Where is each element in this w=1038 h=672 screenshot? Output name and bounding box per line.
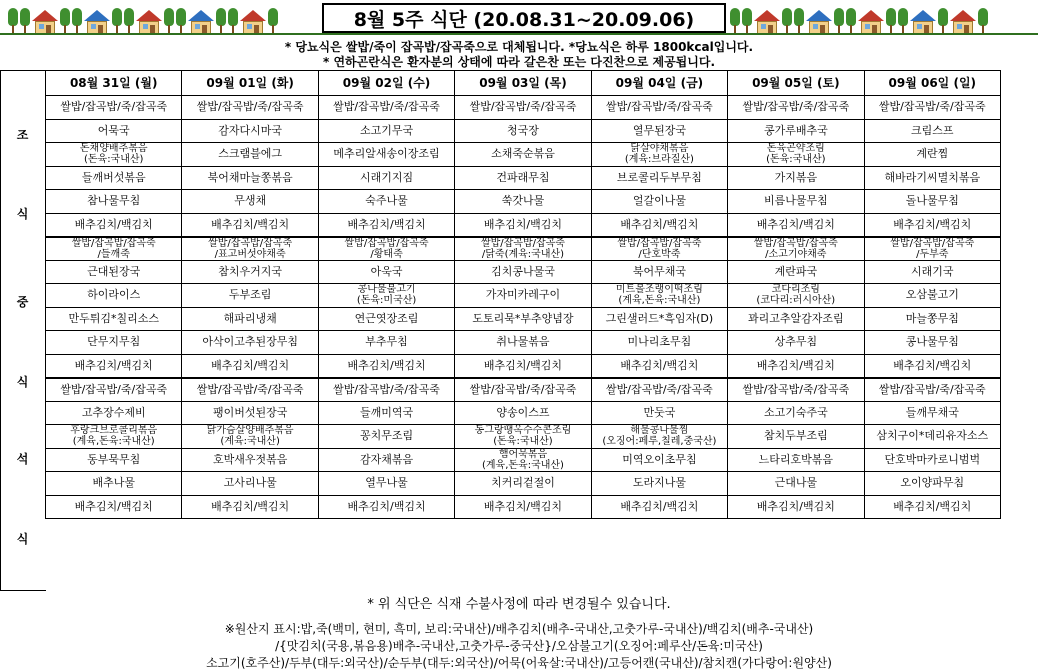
tree-icon [794, 8, 804, 34]
menu-cell: 참치우거지국 [182, 260, 318, 284]
menu-cell: 고추장수제비 [46, 401, 182, 425]
menu-cell: 배추김치/백김치 [318, 495, 454, 519]
dinner-menu-row [46, 378, 1001, 402]
menu-cell: 메추리알새송이장조림 [318, 143, 454, 167]
tree-icon [886, 8, 896, 34]
menu-cell: 배추김치/백김치 [728, 213, 864, 237]
tree-icon [164, 8, 174, 34]
menu-cell: 참치두부조림 [728, 425, 864, 449]
menu-cell: 쌀밥/잡곡밥/죽/잡곡죽 [864, 96, 1000, 120]
menu-cell: 쌀밥/잡곡밥/죽/잡곡죽 [728, 96, 864, 120]
menu-cell: 열무된장국 [591, 119, 727, 143]
menu-cell: 들깨무채국 [864, 401, 1000, 425]
tree-icon [898, 8, 908, 34]
page-title: 8월 5주 식단 (20.08.31~20.09.06) [322, 3, 726, 33]
lunch-menu-row [46, 260, 1001, 284]
menu-cell: 건파래무침 [455, 166, 591, 190]
menu-cell: 크림스프 [864, 119, 1000, 143]
menu-cell: 김치콩나물국 [455, 260, 591, 284]
menu-cell: 쌀밥/잡곡밥/죽/잡곡죽 [591, 378, 727, 402]
menu-cell: 호박새우젓볶음 [182, 448, 318, 472]
menu-cell: 동그랑땡옥수수콘조림 (돈육:국내산) [455, 425, 591, 449]
day-header: 09월 02일 (수) [318, 71, 454, 96]
menu-cell: 비름나물무침 [728, 190, 864, 214]
menu-cell: 팽이버섯된장국 [182, 401, 318, 425]
tree-icon [742, 8, 752, 34]
tree-icon [216, 8, 226, 34]
menu-cell: 상추무침 [728, 331, 864, 355]
menu-cell: 스크램블에그 [182, 143, 318, 167]
dinner-menu-row [46, 425, 1001, 449]
menu-cell: 북어채마늘쫑볶음 [182, 166, 318, 190]
menu-cell: 시래기지짐 [318, 166, 454, 190]
menu-cell: 쌀밥/잡곡밥/죽/잡곡죽 [728, 378, 864, 402]
menu-cell: 쌀밥/잡곡밥/죽/잡곡죽 [182, 96, 318, 120]
origin-line-2: /{맛김치(국용,볶음용)배추-국내산,고춧가루-중국산}/오삼불고기(오징어:페루산/돈육:미국산) [275, 639, 763, 653]
lunch-menu-row [46, 354, 1001, 378]
menu-cell: 쑥갓나물 [455, 190, 591, 214]
menu-cell: 미나리초무침 [591, 331, 727, 355]
menu-cell: 만둣국 [591, 401, 727, 425]
menu-cell: 감자다시마국 [182, 119, 318, 143]
tree-icon [176, 8, 186, 34]
tree-icon [228, 8, 238, 34]
house-icon [858, 10, 884, 34]
meal-label-column [0, 70, 46, 591]
breakfast-menu-row [46, 213, 1001, 237]
menu-cell: 아삭이고추된장무침 [182, 331, 318, 355]
menu-cell: 단호박마카로니범벅 [864, 448, 1000, 472]
house-icon [950, 10, 976, 34]
tree-icon [938, 8, 948, 34]
menu-cell: 해바라기씨멸치볶음 [864, 166, 1000, 190]
breakfast-label-top: 조 [16, 128, 29, 142]
menu-cell: 참나물무침 [46, 190, 182, 214]
tree-icon [268, 8, 278, 34]
menu-cell: 배추김치/백김치 [591, 213, 727, 237]
house-icon [84, 10, 110, 34]
menu-body [46, 96, 1001, 519]
menu-cell: 소채죽순볶음 [455, 143, 591, 167]
menu-cell: 배추김치/백김치 [182, 213, 318, 237]
menu-cell: 그린샐러드*흑임자(D) [591, 307, 727, 331]
menu-cell: 소고기무국 [318, 119, 454, 143]
menu-cell: 감자채볶음 [318, 448, 454, 472]
menu-cell: 쌀밥/잡곡밥/잡곡죽 /닭죽(계육:국내산) [455, 237, 591, 261]
menu-cell: 배추김치/백김치 [864, 354, 1000, 378]
menu-cell: 도토리묵*부추양념장 [455, 307, 591, 331]
menu-cell: 들깨미역국 [318, 401, 454, 425]
menu-cell: 햄어묵볶음 (계육,돈육:국내산) [455, 448, 591, 472]
tree-icon [72, 8, 82, 34]
menu-cell: 두부조림 [182, 284, 318, 308]
menu-cell: 배추김치/백김치 [318, 213, 454, 237]
menu-cell: 쌀밥/잡곡밥/죽/잡곡죽 [46, 378, 182, 402]
menu-cell: 쌀밥/잡곡밥/잡곡죽 /단호박죽 [591, 237, 727, 261]
menu-cell: 근대된장국 [46, 260, 182, 284]
menu-cell: 동부묵무침 [46, 448, 182, 472]
tree-icon [124, 8, 134, 34]
tree-icon [8, 8, 18, 34]
breakfast-menu-row [46, 96, 1001, 120]
menu-cell: 오이양파무침 [864, 472, 1000, 496]
menu-cell: 코다리조림 (코다리:러시아산) [728, 284, 864, 308]
lunch-menu-row [46, 237, 1001, 261]
header-banner [0, 0, 1038, 38]
house-icon [910, 10, 936, 34]
menu-cell: 쌀밥/잡곡밥/죽/잡곡죽 [182, 378, 318, 402]
menu-cell: 도라지나물 [591, 472, 727, 496]
house-icon [32, 10, 58, 34]
day-header: 09월 03일 (목) [455, 71, 591, 96]
menu-cell: 배추김치/백김치 [182, 354, 318, 378]
day-header-row [46, 71, 1001, 96]
menu-cell: 닭살야채볶음 (계육:브라질산) [591, 143, 727, 167]
lunch-menu-row [46, 307, 1001, 331]
diabetic-notice: * 당뇨식은 쌀밥/죽이 잡곡밥/잡곡죽으로 대체됩니다. *당뇨식은 하루 1800kcal입니다. [284, 40, 754, 54]
menu-cell: 무생채 [182, 190, 318, 214]
menu-cell: 미역오이초무침 [591, 448, 727, 472]
day-header: 09월 05일 (토) [728, 71, 864, 96]
menu-cell: 배추김치/백김치 [591, 354, 727, 378]
origin-line-3: 소고기(호주산)/두부(대두:외국산)/순두부(대두:외국산)/어묵(어육살:국내산)/고등어캔(국내산)/참치캔(가다랑어:원양산) [206, 656, 832, 670]
menu-cell: 가지볶음 [728, 166, 864, 190]
menu-cell: 해물콩나물찜 (오징어:페루,칠레,중국산) [591, 425, 727, 449]
menu-cell: 배추김치/백김치 [46, 354, 182, 378]
origin-line-1: ※원산지 표시:밥,죽(백미, 현미, 흑미, 보리:국내산)/배추김치(배추-국내산,고춧가루-국내산)/백김치(배추-국내산) [224, 622, 814, 636]
menu-cell: 얼갈이나물 [591, 190, 727, 214]
menu-cell: 쌀밥/잡곡밥/잡곡죽 /소고기야채죽 [728, 237, 864, 261]
dinner-label-bottom: 식 [16, 532, 29, 546]
house-icon [754, 10, 780, 34]
day-header: 09월 01일 (화) [182, 71, 318, 96]
menu-cell: 꽈리고추알감자조림 [728, 307, 864, 331]
menu-cell: 계란파국 [728, 260, 864, 284]
menu-cell: 치커리겉절이 [455, 472, 591, 496]
house-icon [240, 10, 266, 34]
dinner-menu-row [46, 495, 1001, 519]
menu-cell: 아욱국 [318, 260, 454, 284]
tree-icon [730, 8, 740, 34]
menu-cell: 어묵국 [46, 119, 182, 143]
breakfast-menu-row [46, 190, 1001, 214]
menu-cell: 만두튀김*칠리소스 [46, 307, 182, 331]
menu-cell: 돈육곤약조림 (돈육:국내산) [728, 143, 864, 167]
menu-cell: 미트볼조랭이떡조림 (계육,돈육:국내산) [591, 284, 727, 308]
menu-cell: 배추김치/백김치 [864, 213, 1000, 237]
menu-cell: 돈채양배추볶음 (돈육:국내산) [46, 143, 182, 167]
menu-cell: 오삼불고기 [864, 284, 1000, 308]
breakfast-menu-row [46, 119, 1001, 143]
village-decoration-right [730, 4, 1030, 34]
house-icon [188, 10, 214, 34]
breakfast-menu-row [46, 166, 1001, 190]
menu-cell: 배추김치/백김치 [728, 354, 864, 378]
tree-icon [782, 8, 792, 34]
menu-cell: 배추김치/백김치 [455, 213, 591, 237]
ground-line [0, 33, 1038, 35]
house-icon [806, 10, 832, 34]
menu-cell: 콩나물불고기 (돈육:미국산) [318, 284, 454, 308]
menu-cell: 배추나물 [46, 472, 182, 496]
menu-cell: 브로콜리두부무침 [591, 166, 727, 190]
menu-cell: 콩가루배추국 [728, 119, 864, 143]
tree-icon [60, 8, 70, 34]
tree-icon [846, 8, 856, 34]
dinner-menu-row [46, 448, 1001, 472]
menu-cell: 쌀밥/잡곡밥/죽/잡곡죽 [455, 96, 591, 120]
menu-cell: 취나물볶음 [455, 331, 591, 355]
menu-cell: 해파리냉채 [182, 307, 318, 331]
menu-cell: 고사리나물 [182, 472, 318, 496]
day-header: 09월 04일 (금) [591, 71, 727, 96]
day-header: 08월 31일 (월) [46, 71, 182, 96]
menu-cell: 느타리호박볶음 [728, 448, 864, 472]
menu-cell: 배추김치/백김치 [728, 495, 864, 519]
tree-icon [112, 8, 122, 34]
menu-cell: 배추김치/백김치 [46, 495, 182, 519]
menu-cell: 쌀밥/잡곡밥/죽/잡곡죽 [864, 378, 1000, 402]
menu-cell: 소고기숙주국 [728, 401, 864, 425]
menu-cell: 숙주나물 [318, 190, 454, 214]
menu-cell: 계란찜 [864, 143, 1000, 167]
menu-cell: 닭가슴살양배추볶음 (계육:국내산) [182, 425, 318, 449]
lunch-menu-row [46, 331, 1001, 355]
menu-cell: 쌀밥/잡곡밥/잡곡죽 /들깨죽 [46, 237, 182, 261]
menu-cell: 배추김치/백김치 [455, 354, 591, 378]
menu-cell: 시래기국 [864, 260, 1000, 284]
menu-cell: 북어무채국 [591, 260, 727, 284]
menu-cell: 쌀밥/잡곡밥/죽/잡곡죽 [318, 96, 454, 120]
day-header: 09월 06일 (일) [864, 71, 1000, 96]
menu-cell: 배추김치/백김치 [591, 495, 727, 519]
menu-cell: 연근엿장조림 [318, 307, 454, 331]
tree-icon [20, 8, 30, 34]
dinner-label-top: 석 [16, 452, 29, 466]
menu-cell: 돌나물무침 [864, 190, 1000, 214]
dinner-menu-row [46, 472, 1001, 496]
village-decoration-left [8, 4, 318, 34]
menu-cell: 양송이스프 [455, 401, 591, 425]
tree-icon [978, 8, 988, 34]
menu-cell: 부추무침 [318, 331, 454, 355]
menu-cell: 후랑크브로콜리볶음 (계육,돈육:국내산) [46, 425, 182, 449]
menu-cell: 배추김치/백김치 [455, 495, 591, 519]
menu-cell: 쌀밥/잡곡밥/죽/잡곡죽 [46, 96, 182, 120]
menu-cell: 배추김치/백김치 [182, 495, 318, 519]
menu-cell: 마늘쫑무침 [864, 307, 1000, 331]
menu-cell: 근대나물 [728, 472, 864, 496]
dysphagia-notice: * 연하곤란식은 환자분의 상태에 따라 갈은찬 또는 다진찬으로 제공됩니다. [322, 55, 716, 69]
menu-cell: 열무나물 [318, 472, 454, 496]
menu-cell: 하이라이스 [46, 284, 182, 308]
menu-change-footnote: * 위 식단은 식재 수불사정에 따라 변경될수 있습니다. [367, 597, 671, 612]
menu-cell: 삼치구이*데리유자소스 [864, 425, 1000, 449]
menu-cell: 쌀밥/잡곡밥/죽/잡곡죽 [591, 96, 727, 120]
weekly-menu-table [45, 70, 1001, 519]
menu-cell: 쌀밥/잡곡밥/죽/잡곡죽 [318, 378, 454, 402]
menu-cell: 쌀밥/잡곡밥/잡곡죽 /두부죽 [864, 237, 1000, 261]
menu-cell: 쌀밥/잡곡밥/죽/잡곡죽 [455, 378, 591, 402]
house-icon [136, 10, 162, 34]
menu-cell: 단무지무침 [46, 331, 182, 355]
breakfast-menu-row [46, 143, 1001, 167]
lunch-label-top: 중 [16, 295, 29, 309]
lunch-menu-row [46, 284, 1001, 308]
menu-cell: 꽁치무조림 [318, 425, 454, 449]
lunch-label-bottom: 식 [16, 375, 29, 389]
menu-cell: 들깨버섯볶음 [46, 166, 182, 190]
dinner-menu-row [46, 401, 1001, 425]
menu-cell: 청국장 [455, 119, 591, 143]
menu-cell: 배추김치/백김치 [864, 495, 1000, 519]
breakfast-label-bottom: 식 [16, 207, 29, 221]
menu-cell: 배추김치/백김치 [46, 213, 182, 237]
tree-icon [834, 8, 844, 34]
menu-cell: 콩나물무침 [864, 331, 1000, 355]
menu-cell: 쌀밥/잡곡밥/잡곡죽 /황태죽 [318, 237, 454, 261]
menu-cell: 배추김치/백김치 [318, 354, 454, 378]
menu-cell: 가자미카레구이 [455, 284, 591, 308]
menu-cell: 쌀밥/잡곡밥/잡곡죽 /표고버섯야채죽 [182, 237, 318, 261]
